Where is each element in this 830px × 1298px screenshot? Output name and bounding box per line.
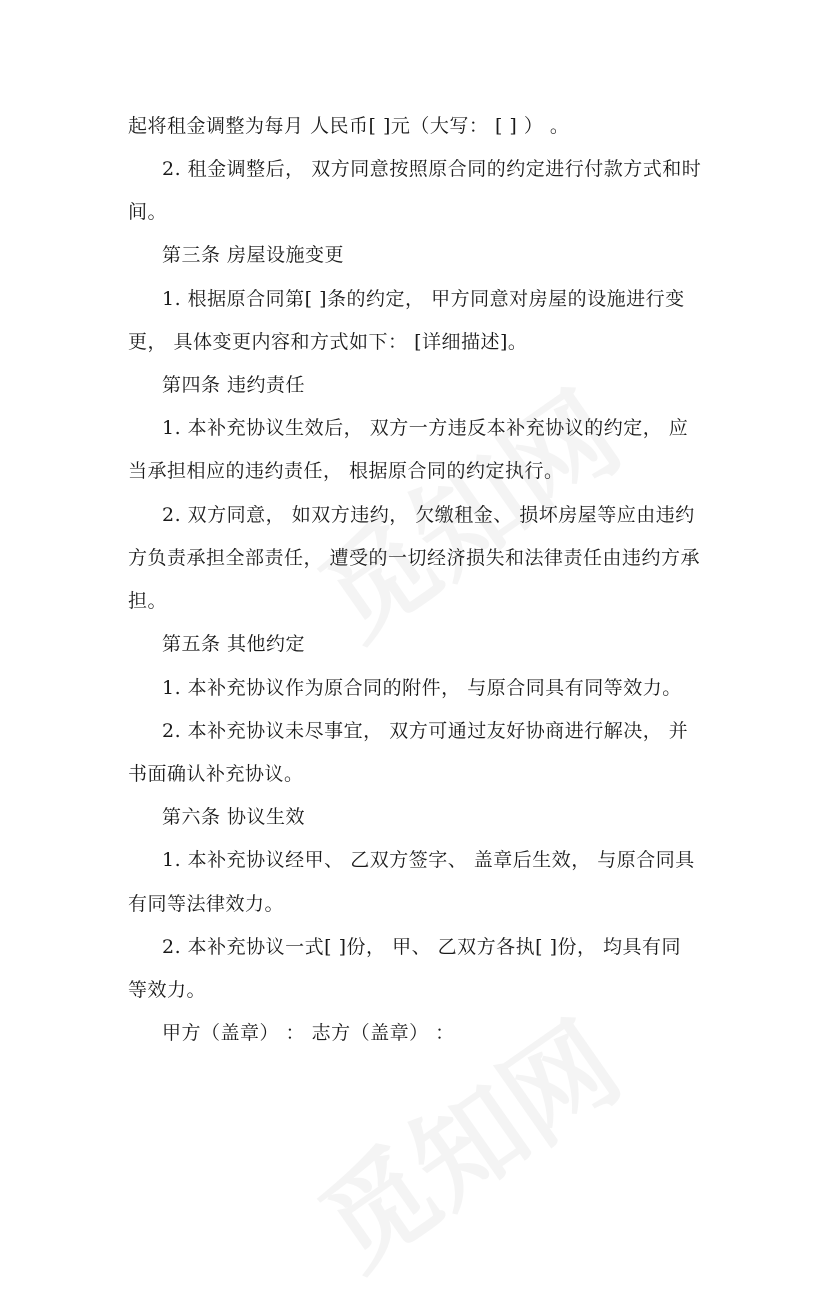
paragraph-line: 1. 根据原合同第[ ]条的约定， 甲方同意对房屋的设施进行变	[162, 288, 685, 310]
paragraph-line: 等效力。	[128, 979, 207, 1001]
signature-line: 甲方（盖章） ： 志方（盖章） ：	[162, 1022, 455, 1044]
paragraph-line: 更， 具体变更内容和方式如下： [详细描述]。	[128, 331, 528, 353]
paragraph-line: 方负责承担全部责任， 遭受的一切经济损失和法律责任由违约方承	[128, 547, 701, 569]
paragraph-line: 2. 双方同意， 如双方违约， 欠缴租金、 损坏房屋等应由违约	[162, 504, 695, 526]
paragraph-line: 书面确认补充协议。	[128, 763, 304, 785]
paragraph-line: 1. 本补充协议作为原合同的附件， 与原合同具有同等效力。	[162, 677, 682, 699]
paragraph-line: 担。	[128, 590, 168, 612]
paragraph-line: 有同等法律效力。	[128, 893, 285, 915]
section-heading: 第四条 违约责任	[162, 374, 306, 396]
paragraph-line: 间。	[128, 201, 168, 223]
paragraph-line: 起将租金调整为每月 人民币[ ]元（大写： [ ] ） 。	[128, 115, 570, 137]
section-heading: 第六条 协议生效	[162, 806, 306, 828]
paragraph-line: 当承担相应的违约责任， 根据原合同的约定执行。	[128, 460, 564, 482]
section-heading: 第五条 其他约定	[162, 633, 306, 655]
paragraph-line: 2. 本补充协议一式[ ]份， 甲、 乙双方各执[ ]份， 均具有同	[162, 936, 682, 958]
paragraph-line: 2. 租金调整后， 双方同意按照原合同的约定进行付款方式和时	[162, 158, 702, 180]
section-heading: 第三条 房屋设施变更	[162, 244, 345, 266]
paragraph-line: 2. 本补充协议未尽事宜， 双方可通过友好协商进行解决， 并	[162, 720, 689, 742]
paragraph-line: 1. 本补充协议生效后， 双方一方违反本补充协议的约定， 应	[162, 417, 689, 439]
paragraph-line: 1. 本补充协议经甲、 乙双方签字、 盖章后生效， 与原合同具	[162, 849, 695, 871]
